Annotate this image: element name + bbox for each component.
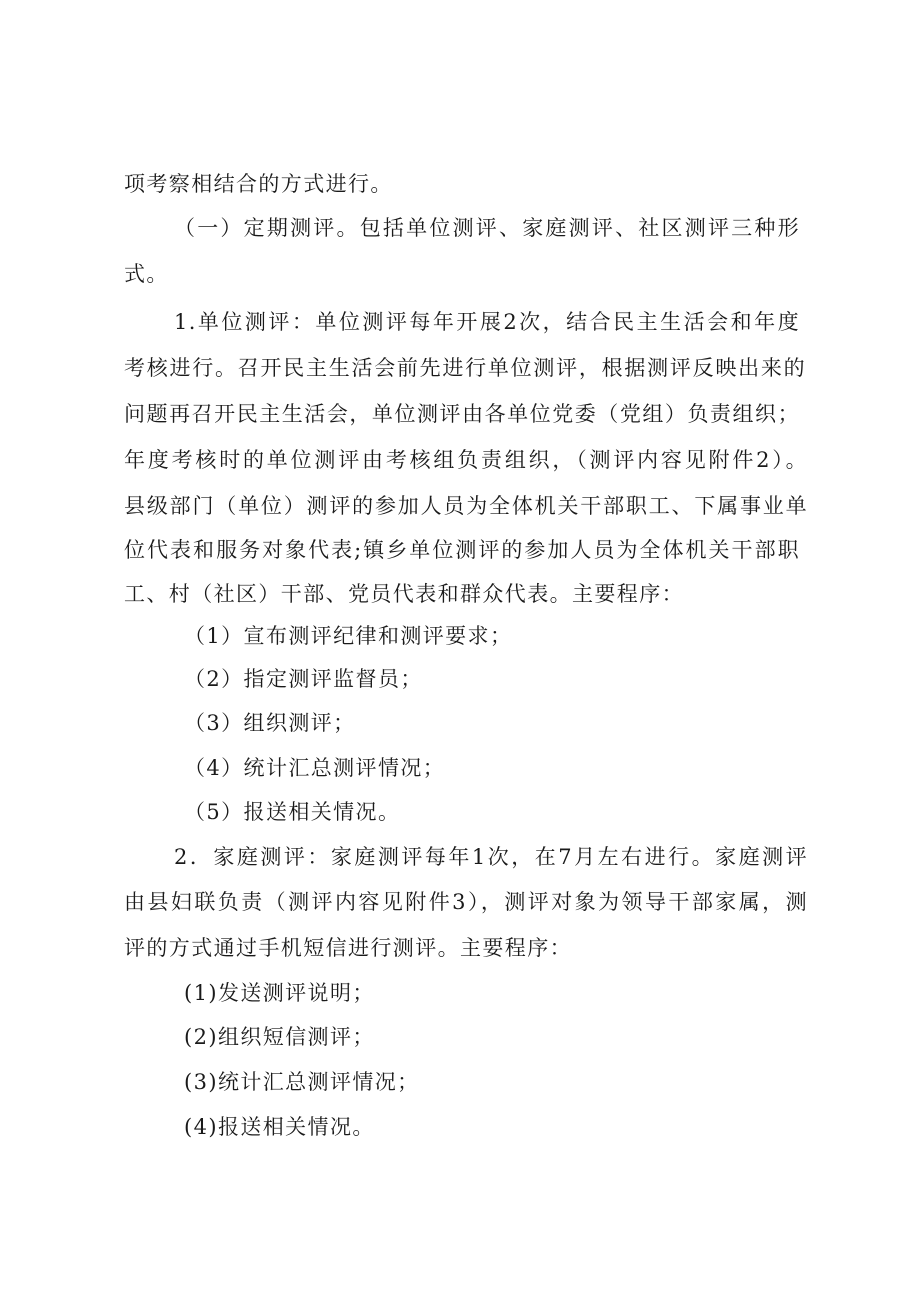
paragraph-line: 县级部门（单位）测评的参加人员为全体机关干部职工、下属事业单 — [124, 494, 808, 518]
subsection-heading-line: 1.单位测评：单位测评每年开展2次，结合民主生活会和年度 — [174, 310, 800, 334]
section-heading-line: （一）定期测评。包括单位测评、家庭测评、社区测评三种形 — [174, 216, 800, 240]
paragraph-line: 式。 — [124, 262, 169, 286]
paragraph-line: 评的方式通过手机短信进行测评。主要程序： — [124, 936, 572, 960]
procedure-item: （4）统计汇总测评情况； — [184, 756, 446, 780]
procedure-item: （1）宣布测评纪律和测评要求； — [184, 624, 513, 648]
paragraph-line: 由县妇联负责（测评内容见附件3），测评对象为领导干部家属，测 — [124, 890, 808, 914]
paragraph-line: 工、村（社区）干部、党员代表和群众代表。主要程序： — [124, 582, 684, 606]
procedure-item: （2）指定测评监督员； — [184, 667, 423, 691]
paragraph-line: 考核进行。召开民主生活会前先进行单位测评，根据测评反映出来的 — [124, 356, 806, 380]
paragraph-line: 位代表和服务对象代表;镇乡单位测评的参加人员为全体机关干部职 — [124, 538, 800, 562]
procedure-item: (4)报送相关情况。 — [184, 1115, 375, 1139]
paragraph-line: 问题再召开民主生活会，单位测评由各单位党委（党组）负责组织； — [124, 402, 800, 426]
paragraph-line: 年度考核时的单位测评由考核组负责组织，（测评内容见附件2）。 — [124, 448, 808, 472]
paragraph-line: 项考察相结合的方式进行。 — [124, 172, 393, 196]
procedure-item: (2)组织短信测评； — [184, 1025, 375, 1049]
procedure-item: （3）组织测评； — [184, 711, 356, 735]
procedure-item: (3)统计汇总测评情况； — [184, 1070, 420, 1094]
subsection-heading-line: 2．家庭测评：家庭测评每年1次，在7月左右进行。家庭测评 — [174, 845, 808, 869]
procedure-item: (1)发送测评说明； — [184, 981, 375, 1005]
procedure-item: （5）报送相关情况。 — [184, 800, 401, 824]
